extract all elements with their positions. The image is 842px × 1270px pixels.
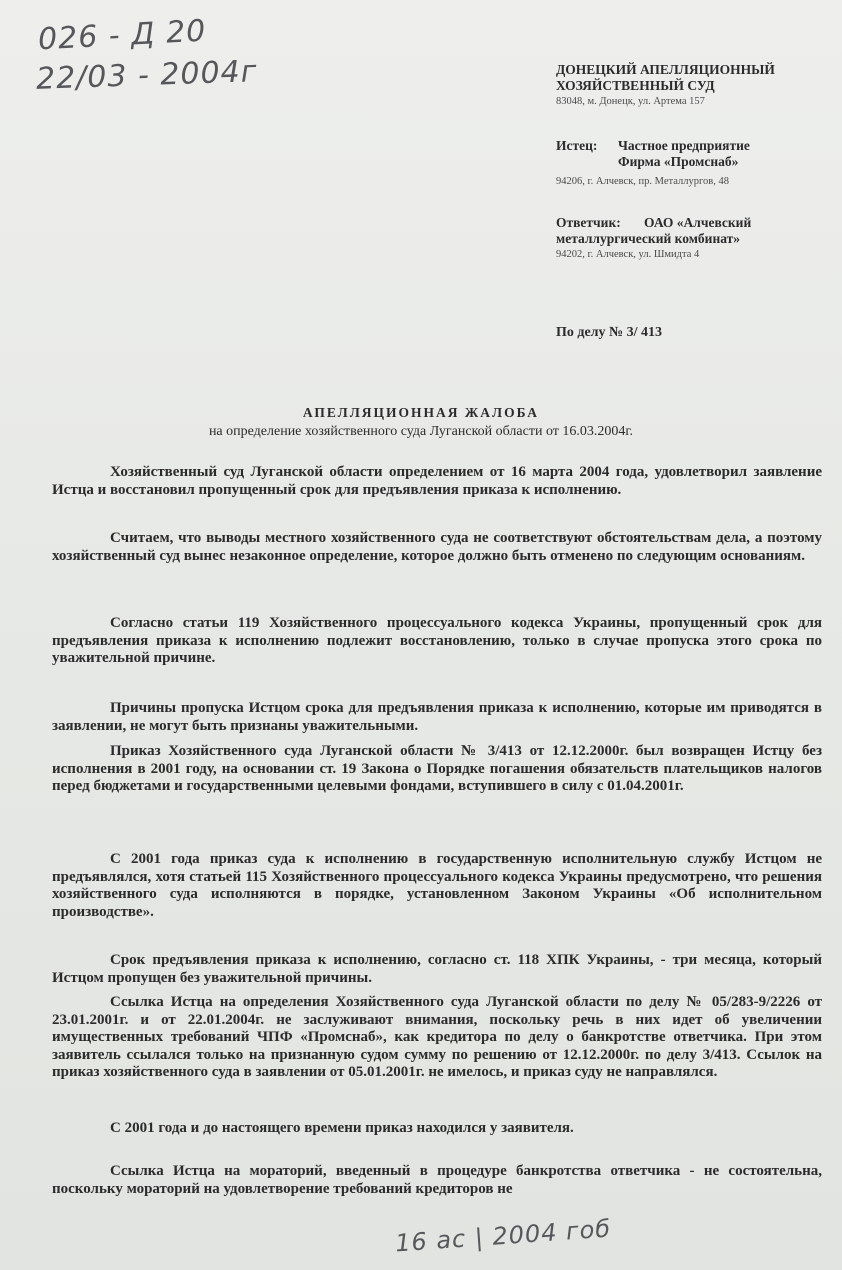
- defendant-name-line-2: металлургический комбинат»: [556, 231, 741, 246]
- case-number: По делу № 3/ 413: [556, 325, 662, 340]
- paragraph-text: Причины пропуска Истцом срока для предъявления приказа к исполнению, которые им приводятся в заявлении, не могут быть признаны уважительными.: [52, 700, 822, 734]
- paragraph-text: Считаем, что выводы местного хозяйственного суда не соответствуют обстоятельствам дела, а поэтому хозяйственный суд вынес незаконное определение, которое должно быть отменено по следующим основаниям.: [52, 530, 822, 564]
- plaintiff-block: [556, 138, 836, 190]
- paragraph-6: [52, 851, 822, 921]
- handwritten-registration-date: 22/03 - 2004г: [35, 54, 259, 97]
- paragraph-text: Ссылка Истца на мораторий, введенный в процедуре банкротства ответчика - не состоятельна, поскольку мораторий на удовлетворение требований кредиторов не: [52, 1163, 822, 1197]
- paragraph-text: Приказ Хозяйственного суда Луганской области № 3/413 от 12.12.2000г. был возвращен Истцу без исполнения в 2001 году, на основании ст. 19 Закона о Порядке погашения обязательств плательщиков налогов перед бюджетами и государственными целевыми фондами, вступившего в силу с 01.04.2001г.: [52, 743, 822, 795]
- paragraph-2: [52, 530, 822, 565]
- paragraph-5: [52, 743, 822, 796]
- paragraph-10: [52, 1163, 822, 1198]
- paragraph-9: [52, 1120, 822, 1138]
- paragraph-text: С 2001 года приказ суда к исполнению в государственную исполнительную службу Истцом не предъявлялся, хотя статьей 115 Хозяйственного процессуального кодекса Украины предусмотрено, что решения хозяйственного суда исполняются в порядке, установленном Законом Украины «Об исполнительном производстве».: [52, 851, 822, 920]
- paragraph-4: [52, 700, 822, 735]
- court-name-line-2: ХОЗЯЙСТВЕННЫЙ СУД: [556, 78, 715, 93]
- defendant-block: [556, 215, 836, 263]
- paragraph-text: Ссылка Истца на определения Хозяйственного суда Луганской области по делу № 05/283-9/2226 от 23.01.2001г. и от 22.01.2004г. не заслуживают внимания, поскольку речь в них идет об увеличении имущественных требований ЧПФ «Промснаб», как кредитора по делу о банкротстве ответчика. При этом заявитель ссылался только на признанную судом сумму по решению от 12.12.2000г. по делу 3/413. Ссылок на приказ хозяйственного суда в заявлении от 05.01.2001г. не имелось, и приказ суду не направлялся.: [52, 994, 822, 1081]
- plaintiff-label: Истец:: [556, 138, 598, 153]
- paragraph-text: Срок предъявления приказа к исполнению, согласно ст. 118 ХПК Украины, - три месяца, который Истцом пропущен без уважительной причины.: [52, 952, 822, 986]
- court-addressee: [556, 62, 836, 110]
- defendant-label: Ответчик:: [556, 215, 621, 230]
- paragraph-8: [52, 994, 822, 1082]
- paragraph-text: Хозяйственный суд Луганской области определением от 16 марта 2004 года, удовлетворил заявление Истца и восстановил пропущенный срок для предъявления приказа к исполнению.: [52, 464, 822, 498]
- paragraph-3: [52, 615, 822, 668]
- plaintiff-name-line-1: Частное предприятие: [618, 138, 750, 153]
- court-address: 83048, м. Донецк, ул. Артема 157: [556, 96, 705, 107]
- paragraph-7: [52, 952, 822, 987]
- court-name-line-1: ДОНЕЦКИЙ АПЕЛЛЯЦИОННЫЙ: [556, 62, 775, 77]
- paragraph-text: С 2001 года и до настоящего времени приказ находился у заявителя.: [110, 1120, 574, 1136]
- paragraph-text: Согласно статьи 119 Хозяйственного процессуального кодекса Украины, пропущенный срок для предъявления приказа к исполнению подлежит восстановлению, только в случае пропуска этого срока по уважительной причине.: [52, 615, 822, 667]
- handwritten-signature-date: 16 ас | 2004 гоб: [394, 1214, 612, 1258]
- paragraph-1: [52, 464, 822, 499]
- defendant-name-line-1: ОАО «Алчевский: [644, 215, 752, 230]
- defendant-address: 94202, г. Алчевск, ул. Шмидта 4: [556, 249, 700, 260]
- plaintiff-address: 94206, г. Алчевск, пр. Металлургов, 48: [556, 176, 729, 187]
- document-subtitle: на определение хозяйственного суда Луганской области от 16.03.2004г.: [208, 424, 634, 439]
- plaintiff-name-line-2: Фирма «Промснаб»: [618, 154, 739, 169]
- handwritten-registration-number: 026 - Д 20: [37, 13, 208, 58]
- document-title: АПЕЛЛЯЦИОННАЯ ЖАЛОБА: [302, 405, 540, 420]
